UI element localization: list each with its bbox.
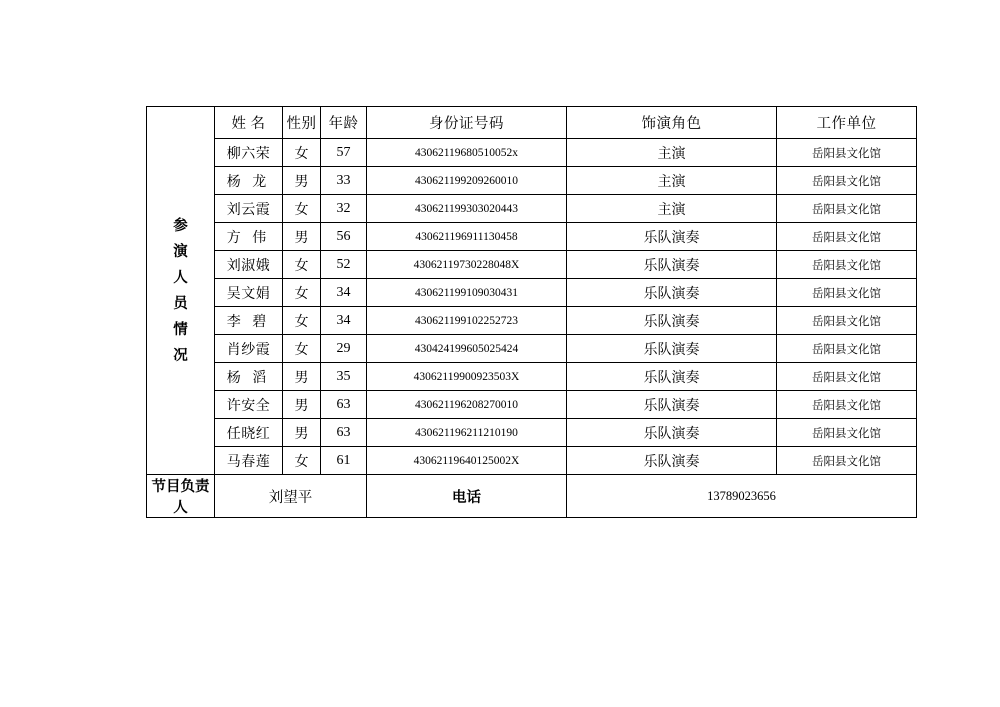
table-row — [147, 307, 917, 335]
cell-role: 乐队演奏 — [567, 279, 777, 307]
side-label-char-4: 员 — [173, 295, 188, 312]
column-header-unit: 工作单位 — [777, 107, 917, 139]
cell-id: 430621199109030431 — [367, 279, 567, 307]
cell-role: 乐队演奏 — [567, 335, 777, 363]
cell-role: 主演 — [567, 139, 777, 167]
cell-name: 马春莲 — [215, 447, 283, 475]
cell-name: 任晓红 — [215, 419, 283, 447]
cell-age: 35 — [321, 363, 367, 391]
table-row — [147, 279, 917, 307]
cell-name: 刘淑娥 — [215, 251, 283, 279]
cell-age: 63 — [321, 391, 367, 419]
cell-sex: 男 — [283, 419, 321, 447]
cell-age: 33 — [321, 167, 367, 195]
side-label-char-3: 人 — [173, 269, 188, 286]
cell-name: 刘云霞 — [215, 195, 283, 223]
cell-id: 430424199605025424 — [367, 335, 567, 363]
cell-role: 主演 — [567, 195, 777, 223]
side-label-char-6: 况 — [173, 347, 188, 364]
table-row — [147, 447, 917, 475]
cell-age: 61 — [321, 447, 367, 475]
cell-sex: 女 — [283, 139, 321, 167]
cell-name: 吴文娟 — [215, 279, 283, 307]
cell-name: 杨 龙 — [215, 167, 283, 195]
cell-unit: 岳阳县文化馆 — [777, 307, 917, 335]
cell-role: 乐队演奏 — [567, 447, 777, 475]
leader-name-cell: 刘望平 — [215, 475, 367, 518]
cell-name: 许安全 — [215, 391, 283, 419]
column-header-age: 年龄 — [321, 107, 367, 139]
cell-unit: 岳阳县文化馆 — [777, 447, 917, 475]
cell-sex: 女 — [283, 251, 321, 279]
cell-name: 肖纱霞 — [215, 335, 283, 363]
phone-label-cell: 电话 — [367, 475, 567, 518]
performers-table — [146, 106, 917, 518]
side-label-cell — [147, 107, 215, 475]
leader-label-cell: 节目负责人 — [147, 475, 215, 518]
cell-role: 乐队演奏 — [567, 223, 777, 251]
cell-age: 32 — [321, 195, 367, 223]
cell-unit: 岳阳县文化馆 — [777, 195, 917, 223]
cell-age: 34 — [321, 307, 367, 335]
table-row — [147, 391, 917, 419]
cell-sex: 女 — [283, 279, 321, 307]
cell-unit: 岳阳县文化馆 — [777, 167, 917, 195]
cell-age: 57 — [321, 139, 367, 167]
cell-unit: 岳阳县文化馆 — [777, 139, 917, 167]
cell-name: 杨 滔 — [215, 363, 283, 391]
table-row — [147, 195, 917, 223]
table-row — [147, 251, 917, 279]
cell-id: 430621199102252723 — [367, 307, 567, 335]
cell-role: 乐队演奏 — [567, 419, 777, 447]
cell-age: 63 — [321, 419, 367, 447]
cell-name: 李 碧 — [215, 307, 283, 335]
cell-sex: 女 — [283, 307, 321, 335]
cell-id: 430621196211210190 — [367, 419, 567, 447]
cell-name: 柳六荣 — [215, 139, 283, 167]
column-header-name: 姓 名 — [215, 107, 283, 139]
table-row — [147, 167, 917, 195]
cell-sex: 男 — [283, 167, 321, 195]
cell-id: 43062119900923503X — [367, 363, 567, 391]
side-label-char-2: 演 — [173, 243, 188, 260]
cell-age: 29 — [321, 335, 367, 363]
cell-id: 43062119730228048X — [367, 251, 567, 279]
cell-unit: 岳阳县文化馆 — [777, 251, 917, 279]
cell-sex: 女 — [283, 335, 321, 363]
cell-id: 43062119640125002X — [367, 447, 567, 475]
table-row — [147, 419, 917, 447]
table-row — [147, 335, 917, 363]
footer-row — [147, 475, 917, 518]
cell-age: 52 — [321, 251, 367, 279]
cell-role: 乐队演奏 — [567, 307, 777, 335]
cell-unit: 岳阳县文化馆 — [777, 279, 917, 307]
cell-id: 430621199303020443 — [367, 195, 567, 223]
cell-role: 主演 — [567, 167, 777, 195]
cell-role: 乐队演奏 — [567, 363, 777, 391]
cell-role: 乐队演奏 — [567, 251, 777, 279]
cell-sex: 男 — [283, 391, 321, 419]
column-header-id: 身份证号码 — [367, 107, 567, 139]
cell-unit: 岳阳县文化馆 — [777, 391, 917, 419]
table-row — [147, 139, 917, 167]
cell-sex: 女 — [283, 447, 321, 475]
cell-id: 43062119680510052x — [367, 139, 567, 167]
cell-unit: 岳阳县文化馆 — [777, 335, 917, 363]
cell-id: 430621196208270010 — [367, 391, 567, 419]
side-label-char-1: 参 — [173, 217, 188, 234]
cell-name: 方 伟 — [215, 223, 283, 251]
cell-sex: 男 — [283, 223, 321, 251]
table-row — [147, 223, 917, 251]
cell-age: 34 — [321, 279, 367, 307]
cell-sex: 女 — [283, 195, 321, 223]
cell-id: 430621199209260010 — [367, 167, 567, 195]
side-label-char-5: 情 — [173, 321, 188, 338]
column-header-sex: 性别 — [283, 107, 321, 139]
column-header-role: 饰演角色 — [567, 107, 777, 139]
cell-role: 乐队演奏 — [567, 391, 777, 419]
phone-value-cell: 13789023656 — [567, 475, 917, 518]
cell-unit: 岳阳县文化馆 — [777, 363, 917, 391]
table-row — [147, 363, 917, 391]
cell-sex: 男 — [283, 363, 321, 391]
cell-unit: 岳阳县文化馆 — [777, 419, 917, 447]
cell-unit: 岳阳县文化馆 — [777, 223, 917, 251]
cell-id: 430621196911130458 — [367, 223, 567, 251]
table-header-row — [147, 107, 917, 139]
cell-age: 56 — [321, 223, 367, 251]
